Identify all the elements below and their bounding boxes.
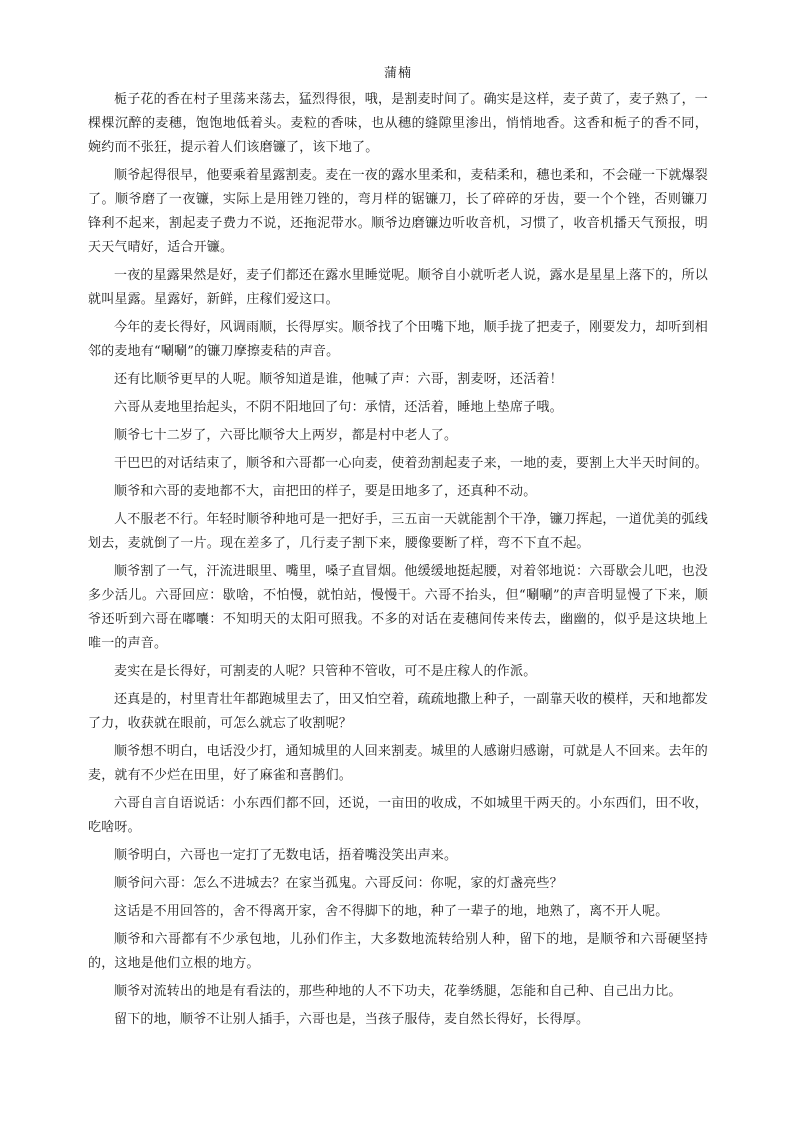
paragraph: 顺爷和六哥的麦地都不大，亩把田的样子，要是田地多了，还真种不动。 — [114, 484, 537, 499]
paragraph: 顺爷起得很早，他要乘着星露割麦。麦在一夜的露水里柔和，麦秸柔和，穗也柔和，不会碰一下就爆裂了。顺爷磨了一夜镰，实际上是用锉刀锉的，弯月样的锯镰刀，长了碎碎的牙齿，要一个个锉，否则镰刀锋利不起来，割起麦子费力不说，还拖泥带水。顺爷边磨镰边听收音机，习惯了，收音机播天气预报，明天天气晴好，适合开镰。 — [88, 168, 709, 255]
paragraph: 栀子花的香在村子里荡来荡去，猛烈得很，哦，是割麦时间了。确实是这样，麦子黄了，麦子熟了，一棵棵沉醉的麦穗，饱饱地低着头。麦粒的香味，也从穗的缝隙里渗出，悄悄地香。这香和栀子的香不同，婉约而不张狂，提示着人们该磨镰了，该下地了。 — [88, 92, 709, 155]
paragraph: 人不服老不行。年轻时顺爷种地可是一把好手，三五亩一天就能割个干净，镰刀挥起，一道优美的弧线划去，麦就倒了一片。现在差多了，几行麦子割下来，腰像要断了样，弯不下直不起。 — [88, 512, 709, 551]
paragraph: 顺爷七十二岁了，六哥比顺爷大上两岁，都是村中老人了。 — [114, 428, 458, 443]
paragraph: 顺爷想不明白，电话没少打，通知城里的人回来割麦。城里的人感谢归感谢，可就是人不回来。去年的麦，就有不少烂在田里，好了麻雀和喜鹊们。 — [88, 744, 709, 783]
paragraph: 六哥自言自语说话：小东西们都不回，还说，一亩田的收成，不如城里干两天的。小东西们，田不收，吃啥呀。 — [88, 796, 709, 835]
paragraph: 这话是不用回答的，舍不得离开家，舍不得脚下的地，种了一辈子的地，地熟了，离不开人呢。 — [114, 904, 669, 919]
paragraph: 顺爷割了一气，汗流进眼里、嘴里，嗓子直冒烟。他缓缓地挺起腰，对着邻地说：六哥歇会儿吧，也没多少活儿。六哥回应：歇啥，不怕慢，就怕站，慢慢干。六哥不抬头，但“唰唰”的声音明显慢了下来，顺爷还听到六哥在嘟囔：不知明天的太阳可照我。不多的对话在麦穗间传来传去，幽幽的，似乎是这块地上唯一的声音。 — [88, 564, 709, 651]
document-page — [88, 62, 708, 1036]
paragraph: 麦实在是长得好，可割麦的人呢？只管种不管收，可不是庄稼人的作派。 — [114, 664, 537, 679]
paragraph: 顺爷对流转出的地是有看法的，那些种地的人不下功夫，花拳绣腿，怎能和自己种、自己出力比。 — [114, 984, 682, 999]
paragraph: 顺爷明白，六哥也一定打了无数电话，捂着嘴没笑出声来。 — [114, 848, 458, 863]
paragraph: 干巴巴的对话结束了，顺爷和六哥都一心向麦，使着劲割起麦子来，一地的麦，要割上大半天时间的。 — [114, 456, 709, 471]
paragraph: 还有比顺爷更早的人呢。顺爷知道是谁，他喊了声：六哥，割麦呀，还活着！ — [114, 372, 563, 387]
document-title: 蒲楠 — [383, 66, 412, 81]
paragraph: 顺爷和六哥都有不少承包地，儿孙们作主，大多数地流转给别人种，留下的地，是顺爷和六哥硬坚持的，这地是他们立根的地方。 — [88, 932, 708, 971]
paragraph: 还真是的，村里青壮年都跑城里去了，田又怕空着，疏疏地撒上种子，一副靠天收的模样，天和地都发了力，收获就在眼前，可怎么就忘了收割呢？ — [88, 692, 709, 731]
paragraph: 今年的麦长得好，风调雨顺，长得厚实。顺爷找了个田嘴下地，顺手拢了把麦子，刚要发力，却听到相邻的麦地有“唰唰”的镰刀摩擦麦秸的声音。 — [88, 320, 709, 359]
paragraph: 六哥从麦地里抬起头，不阴不阳地回了句：承情，还活着，睡地上垫席子哦。 — [114, 400, 563, 415]
paragraph: 顺爷问六哥：怎么不进城去？在家当孤鬼。六哥反问：你呢，家的灯盏亮些？ — [114, 876, 563, 891]
paragraph: 一夜的星露果然是好，麦子们都还在露水里睡觉呢。顺爷自小就听老人说，露水是星星上落下的，所以就叫星露。星露好，新鲜，庄稼们爱这口。 — [88, 268, 709, 307]
paragraph: 留下的地，顺爷不让别人插手，六哥也是，当孩子服侍，麦自然长得好，长得厚。 — [114, 1012, 590, 1027]
